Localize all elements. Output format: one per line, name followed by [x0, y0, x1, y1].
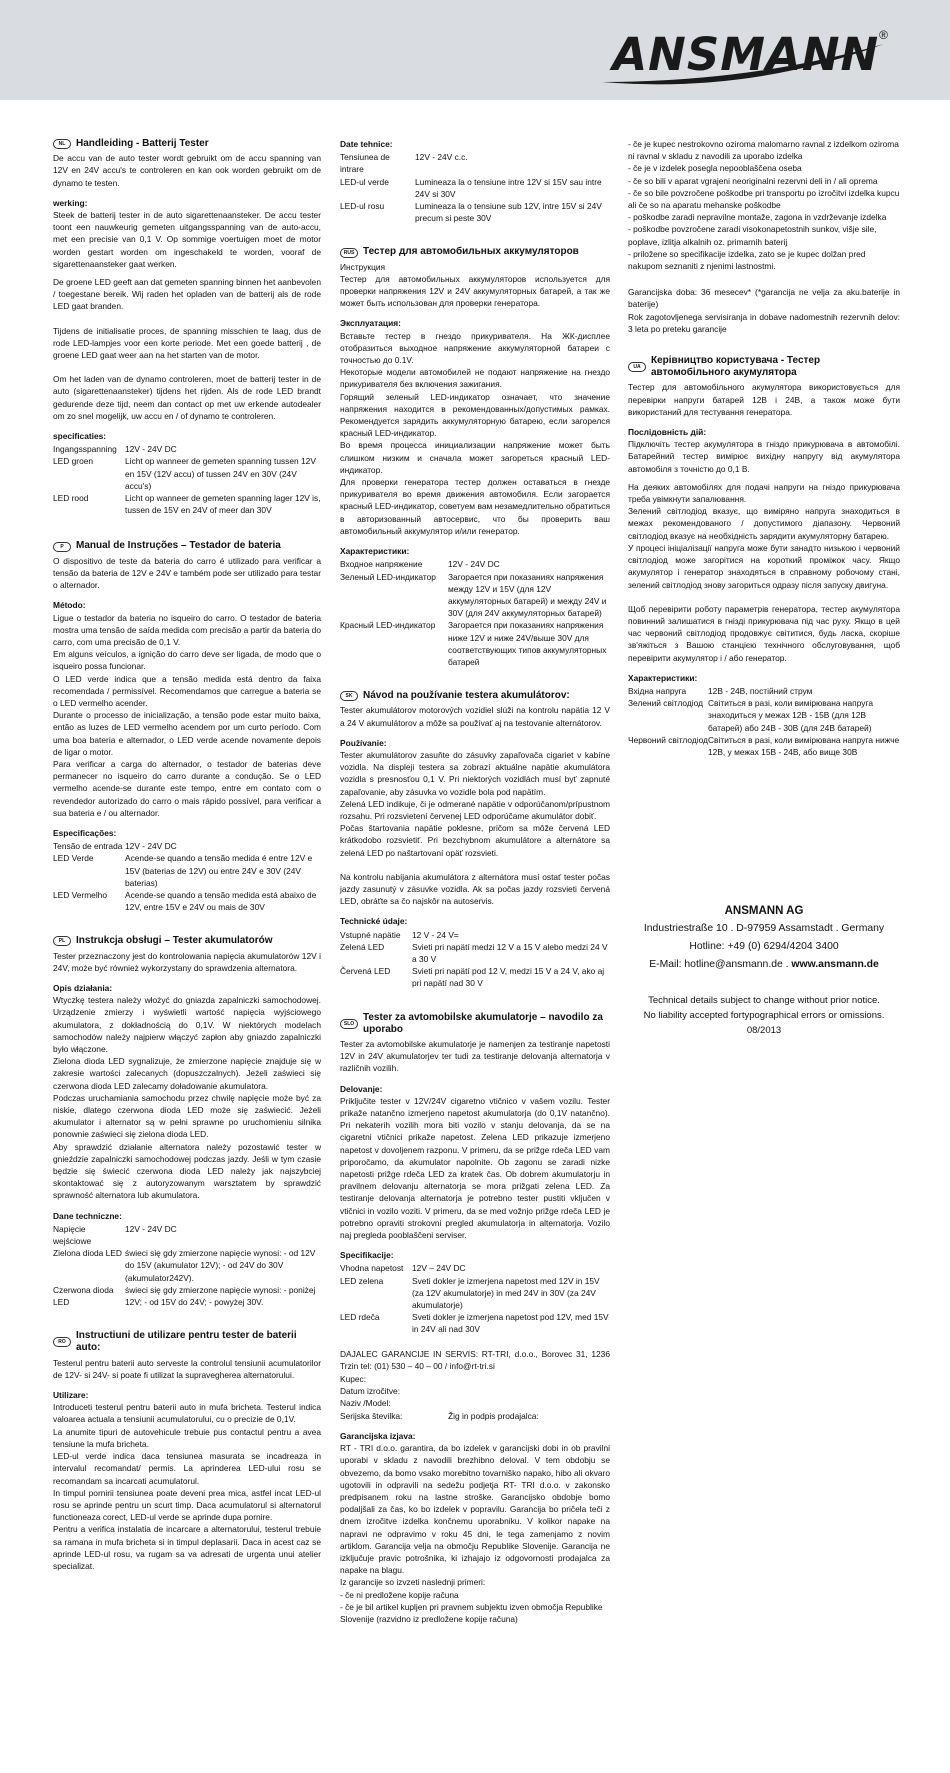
list-item: - poškodbe povzročene zaradi visokonapetostnih sunkov, višje sile, poplave, izlitja alkalnih oz. primarnih baterij: [628, 224, 877, 247]
subheading: Specifikacije:: [340, 1250, 394, 1261]
subheading: Dane techniczne:: [53, 1210, 122, 1221]
list-item: - priložene so specifikacije izdelka, zato se je kupec dolžan pred nakupom seznaniti z njenimi lastnostmi.: [628, 248, 866, 272]
email-link[interactable]: E-Mail: hotline@ansmann.de .: [649, 959, 792, 970]
subheading: Opis działania:: [53, 982, 113, 993]
paragraph: Rok zagotovljenega servisiranja in dobave nadomestnih rezervnih delov: 3 leta po preteku garancije: [628, 311, 900, 334]
spec-value: Sveti dokler je izmerjena napetost med 12V in 15V (za 12V akumulatorje) in med 24V in 30V (za 24V akumulatorje): [412, 1275, 600, 1311]
form-value: [448, 1385, 610, 1397]
exclusion-list: [628, 138, 900, 272]
spec-value: Світиться в разі, коли вимірювана напруга знаходиться у межах 12В - 15В (для 12В батарей) або 24В - 30В (для 24В батарей): [708, 698, 874, 733]
intro-text: Testerul pentru baterii auto serveste la controlul tensiunii acumulatorilor de 12V- si 24V- si poate fi utilizat la supravegherea alternatorului.: [53, 1357, 321, 1380]
flag-nl-icon: NL: [53, 139, 71, 149]
form-value: Žig in podpis prodajalca:: [448, 1410, 539, 1421]
spec-key: LED Vermelho: [53, 889, 107, 900]
spec-table: [53, 840, 321, 913]
spec-table: [340, 929, 610, 990]
section-title: Manual de Instruções – Testador de bateria: [76, 540, 281, 552]
registered-mark: ®: [879, 28, 888, 42]
spec-key: LED rood: [53, 493, 89, 504]
spec-key: Vstupné napätie: [340, 929, 401, 940]
paragraph: Priključite tester v 12V/24V cigaretno vtičnico v vašem vozilu. Tester prikaže natančno izmerjeno napetost akumulatorja (do 0,1V natančno). Pri nekaterih vozilih mora biti vozilo v stanju delovanja, da se na cigaretni vtičnici prikaže napetost. Zelena LED prikazuje izmerjeno napetost v dovoljenem razponu. V primeru, da se prižge rdeča LED vam priporočamo, da akumulator napolnite. Ob zagonu se zaradi nizke napetosti prižge rdeča LED za kratek čas. Ob dobrem akumulatorju in pravilnem delovanju alternatorja se mora prižgati zelena LED. Za testiranje delovanja alternatorja je potrebno tester pustiti vključen v vtičnici in vozilo voziti. V primeru, da se med vožnjo prižge rdeča LED je potrebno opraviti strokovni pregled akumulatorja in alternatorja. Vozilo naj pregleda pooblaščeni serviser.: [340, 1095, 610, 1241]
section-pl: [53, 935, 321, 1308]
subheading: Especificações:: [53, 827, 117, 838]
paragraph: Tester akumulátorov zasuňte do zásuvky zapaľovača cigariet v kabíne vozidla. Na displeji testera sa zobrazí aktuálne napätie akumulátora vozidla s presnosťou 0,1 V. Pri niektorých vozidlách musí byť zapnuté zapaľovanie, aby zásuvka vo vozidle bola pod napätím.: [340, 749, 610, 797]
subheading: Iz garancije so izvzeti naslednji primeri:: [340, 1577, 486, 1588]
spec-value: Licht op wanneer de gemeten spanning tussen 12V en 15V (12V accu) of tussen 24V en 30V (24V accu's): [125, 456, 316, 491]
subheading: Характеристики:: [628, 672, 698, 683]
spec-key: Vhodna napetost: [340, 1263, 404, 1274]
paragraph: Горящий зеленый LED-индикатор означает, что значение напряжения находится в рекомендованных/допустимых рамках. Рекомендуется зарядить аккумуляторную батарею, если загорелся красный LED-индикатор.: [340, 391, 610, 439]
subheading: Date tehnice:: [340, 139, 393, 149]
spec-table: [53, 443, 321, 516]
paragraph: La anumite tipuri de autovehicule trebuie pus contactul pentru a avea tensiune la mufa bricheta.: [53, 1426, 321, 1449]
section-ro-specs: [340, 138, 610, 224]
subheading: Инструкция: [340, 261, 386, 272]
paragraph: Pentru a verifica instalatia de incarcare a alternatorului, testerul trebuie sa ramana in mufa bricheta si in timpul deplasarii. Daca in acest caz se aprinde LED-ul rosu, va rugam sa va adresati de urgenta unui atelier specializat.: [53, 1524, 321, 1571]
spec-key: Зеленый LED-индикатор: [340, 571, 436, 582]
paragraph: Во время процесса инициализации напряжение может быть слишком низким и сначала может загореться красный LED-индикатор.: [340, 440, 610, 475]
form-label: Serijska številka:: [340, 1410, 403, 1421]
form-value: [448, 1373, 610, 1385]
paragraph: Garancijska doba: 36 mesecev* (*garancija ne velja za aku.baterije in baterije): [628, 287, 900, 310]
section-title: Instrukcja obsługi – Tester akumulatorów: [76, 935, 273, 947]
spec-key: Зелений світлодіод: [628, 698, 704, 709]
section-title: Handleiding - Batterij Tester: [76, 138, 209, 149]
disclaimer-line: Technical details subject to change without prior notice.: [648, 995, 880, 1006]
subheading: specificaties:: [53, 431, 107, 442]
spec-key: LED Verde: [53, 853, 94, 864]
spec-key: Червоний світлодіод: [628, 734, 708, 745]
spec-value: 12V - 24V DC: [448, 559, 500, 570]
spec-value: 12V - 24V DC: [125, 841, 177, 852]
flag-ro-icon: RO: [53, 1337, 71, 1347]
list-item: - če so bile povzročene poškodbe pri transportu po izročitvi izdelka kupcu ali če so na aparatu mehanske poškodbe: [628, 187, 900, 211]
subheading: werking:: [53, 197, 88, 208]
section-sk: [340, 690, 610, 989]
warranty-form: [340, 1373, 610, 1422]
form-value: [448, 1397, 610, 1409]
form-label: Datum izročitve:: [340, 1386, 401, 1397]
paragraph: Aby sprawdzić działanie alternatora należy pozostawić tester w gnieździe zapalniczki samochodowej podczas jazdy. Jeśli w tym czasie będzie się świecić czerwona dioda LED należy jak najszybciej skontaktować się z autoryzowanym warsztatem by sprawdzić sprawność alternatora lub akumulatora.: [53, 1141, 321, 1201]
spec-key: LED groen: [53, 456, 94, 467]
spec-key: Ingangsspanning: [53, 444, 117, 455]
spec-key: LED-ul rosu: [340, 201, 385, 212]
section-ua: [628, 355, 900, 758]
subheading: Garancijska izjava:: [340, 1430, 416, 1441]
flag-p-icon: P: [53, 542, 71, 552]
paragraph: У процесі ініціалізації напруга може бути занадто низькою і червоний світлодіод може загорітися на короткий проміжок часу. Якщо акумулятор і генератор знаходяться в справному робочому стані, зелений світлодіод знову загориться одразу після запуску двигуна.: [628, 542, 900, 590]
spec-key: Tensiunea de intrare: [340, 152, 390, 175]
spec-key: Tensão de entrada: [53, 841, 123, 852]
intro-text: O dispositivo de teste da bateria do carro é utilizado para verificar a tensão da bateria de 12V e 24V e também pode ser utilizado para testar o alternador.: [53, 555, 321, 591]
exclusion-list: [340, 1589, 610, 1626]
section-title: Тестер для автомобильных аккумуляторов: [363, 246, 579, 258]
paragraph: De groene LED geeft aan dat gemeten spanning binnen het aanbevolen / toegestane bereik. Wij raden het opladen van de batterij als de rode LED gaat branden.: [53, 277, 321, 312]
column-1: [53, 138, 321, 1586]
section-pt: [53, 540, 321, 913]
spec-value: Acende-se quando a tensão medida é entre 12V e 15V (baterias de 12V) ou entre 24V e 30V (24V baterias): [125, 853, 313, 888]
spec-value: 12V - 24V c.c.: [415, 152, 468, 163]
disclaimer: [628, 993, 900, 1038]
spec-table: [628, 685, 900, 758]
logo-swoosh-icon: [602, 24, 892, 88]
spec-value: 12V - 24V DC: [125, 1223, 177, 1234]
paragraph: In timpul pornirii tensiunea poate deveni prea mica, astfel incat LED-ul rosu se aprinde pentru un scurt timp. Daca acumulatorul si alternatorul functioneaza corect, LED-ul verde se aprinde dupa pornire.: [53, 1487, 321, 1523]
spec-value: Загорается при показаниях напряжения ниже 12V и ниже 24V/выше 30V для соответствующих типов аккумуляторных батарей: [448, 620, 607, 667]
paragraph: Для проверки генератора тестер должен оставаться в гнезде прикуривателя во время движения автомобиля. Если загорается красный LED-индикатор, советуем вам незамедлительно обратиться в авторизованный автосервис, что бы проверить ваш автомобильный аккумулятор и/или генератор.: [340, 477, 610, 536]
form-label: Kupec:: [340, 1374, 367, 1385]
column-3: [628, 138, 900, 772]
list-item: - če je v izdelek posegla nepooblaščena oseba: [628, 163, 802, 174]
paragraph: Wtyczkę testera należy włożyć do gniazda zapalniczki samochodowej. Urządzenie zmierzy i wyświetli wartość napięcia wyjściowego akumulatora, z dokładnością do 0,1V. W niektórych modelach samochodów należy najpierw włączyć zapłon aby gniazdo zapalniczki było włączone.: [53, 995, 321, 1054]
page-header: [0, 0, 950, 100]
paragraph: Zielona dioda LED sygnalizuje, że zmierzone napięcie znajduje się w zakresie wartości zalecanych (dopuszczalnych). Jeżeli zaświeci się czerwona dioda LED zalecamy doładowanie akumulatora.: [53, 1056, 321, 1091]
section-title: Tester za avtomobilske akumulatorje – navodilo za uporabo: [363, 1011, 603, 1035]
spec-key: Вхідна напруга: [628, 685, 687, 696]
section-title: Návod na používanie testera akumulátorov:: [363, 690, 570, 702]
company-address: Industriestraße 10 . D-97959 Assamstadt . Germany: [643, 923, 885, 934]
spec-value: Lumineaza la o tensiune sub 12V, intre 15V si 24V precum si peste 30V: [415, 201, 602, 224]
paragraph: Ligue o testador da bateria no isqueiro do carro. O testador de bateria mostra uma tensão de saída medida com precisão a partir da bateria do carro, com uma precisão de 0,1 V.: [53, 612, 321, 647]
spec-value: 12В - 24В, постійний струм: [708, 685, 813, 696]
paragraph: O LED verde indica que a tensão medida está dentro da faixa recomendada / permissível. Recomendamos que carregue a bateria se o LED vermelho acender.: [53, 673, 321, 708]
company-name: ANSMANN AG: [724, 905, 804, 917]
paragraph: На деяких автомобілях для подачі напруги на гніздо прикурювача треба увімкнути запалювання.: [628, 481, 900, 505]
subheading: Delovanje:: [340, 1083, 383, 1094]
paragraph: Щоб перевірити роботу параметрів генератора, тестер акумулятора повинний залишатися в гнізді прикурювача під час руху. Якщо в цей час червоний світлодіод продовжує світитися, будь ласка, скоріше зв'яжіться з Вашою станцією технічного обслуговування, щоб перевірити акумулятор і / або генератор.: [628, 603, 900, 663]
spec-table: [53, 1223, 321, 1308]
intro-text: Tester akumulátorov motorových vozidiel slúži na kontrolu napätia 12 V a 24 V akumulátorov a môže sa používať aj na testovanie alternátorov.: [340, 705, 610, 728]
flag-rus-icon: RUS: [340, 248, 358, 258]
spec-key: LED zelena: [340, 1275, 384, 1286]
spec-key: LED rdeča: [340, 1312, 380, 1323]
subheading: Používanie:: [340, 737, 387, 748]
paragraph: Steek de batterij tester in de auto sigarettenaansteker. De accu tester toont een nauwkeurig gemeten uitgangsspanning van de auto-accu, met een precisie van 0,1 V. Op sommige voertuigen moet de motor worden gestart worden om ingeschakeld te worden, vooraf de sigarettenaansteker gaat werken.: [53, 210, 321, 269]
flag-pl-icon: PL: [53, 936, 71, 946]
subheading: Послідовність дій:: [628, 427, 707, 438]
flag-ua-icon: UA: [628, 362, 646, 372]
flag-sk-icon: SK: [340, 691, 358, 701]
paragraph: Podczas uruchamiania samochodu przez chwilę napięcie może być za niskie, dlatego czerwona dioda LED może się zaświecić. Jeżeli akumulator i alternator są w pełni sprawne po uruchomieniu silnika ponownie zaświeci się zielona dioda LED.: [53, 1092, 321, 1140]
paragraph: LED-ul verde indica daca tensiunea masurata se incadreaza in intervalul recomandat/ permis. La aprinderea LED-ului rosu se recomandam sa incarcati acumulatorul.: [53, 1451, 321, 1486]
disclaimer-line: No liability accepted fortypographical errors or omissions. 08/2013: [643, 1010, 885, 1036]
spec-value: świeci się gdy zmierzone napięcie wynosi: - od 12V do 15V (akumulator 12V); - od 24V do 30V (akumulator242V).: [125, 1248, 316, 1283]
spec-value: 12 V - 24 V=: [412, 929, 459, 940]
paragraph: Introduceti testerul pentru baterii auto in mufa bricheta. Testerul indica valoarea actuala a tensiunii acumulatorului, cu o precizie de 0,1V.: [53, 1402, 321, 1425]
paragraph: Durante o processo de inicialização, a tensão pode estar muito baixa, então as luzes de LED vermelho acendem por um curto período. Com uma boa bateria e alternador, o LED verde acende novamente depois de ligar o motor.: [53, 710, 321, 757]
paragraph: Підключіть тестер акумулятора в гніздо прикурювача в автомобілі. Батарейний тестер вимірює вихідну напругу від акумулятора автомобіля з точністю до 0,1 В.: [628, 439, 900, 474]
section-nl: [53, 138, 321, 516]
intro-text: De accu van de auto tester wordt gebruikt om de accu spanning van 12V en 24V accu's te controleren en kan ook worden gebruikt om de dynamo te testen.: [53, 153, 321, 188]
list-item: - če je bil artikel kupljen pri pravnem subjektu izven območja Republike Slovenije (razvidno iz predložene kopije računa): [340, 1601, 603, 1624]
paragraph: Вставьте тестер в гнездо прикуривателя. На ЖК-дисплее отобразиться выходное напряжение аккумуляторной батареи с точностью до 0.1V.: [340, 330, 610, 366]
subheading: Technické údaje:: [340, 916, 408, 927]
spec-value: 12V - 24V DC: [125, 444, 177, 455]
intro-text: Тестер для автомобильных аккумуляторов используется для проверки напряжения 12V и 24V аккумуляторных батарей, а так же может быть использован для проверки генератора.: [340, 273, 610, 309]
paragraph: RT - TRI d.o.o. garantira, da bo izdelek v garancijski dobi in ob pravilni uporabi v skladu z navodili brezhibno deloval. V tem obdobju se obvezemo, da bomo vsako morebitno tovarniško napako, hibo ali okvaro ugotovili in odpravili na sedežu podjetja RT- TRI d.o.o. v zakonsko predpisanem roku na lastne stroške. Garancijsko obdobje bomo podaljšali za čas, ko bo izdelek v popravilu. Garancija bo pričela teči z dnem izročitve izdelka končnemu uporabniku. V kolikor napake na napravi ne odpravimo v roku 45 dni, le tega zamenjamo z novim artiklom. Garancija velja na območju Republike Slovenije. Garancija ne izključuje pravic potrošnika, ki izhajajo iz odgovornosti prodajalca za napake na blagu.: [340, 1443, 610, 1576]
subheading: Método:: [53, 600, 86, 611]
spec-key: Napięcie wejściowe: [53, 1223, 92, 1247]
paragraph: Para verificar a carga do alternador, o testador de baterias deve permanecer no isqueiro do carro durante a condução. Se o LED vermelho acende-se durante este tempo, entre em contato com o revendedor autorizado do carro o mais rápido possível, para verificar a sua bateria e / ou alternador.: [53, 758, 321, 818]
website-link[interactable]: www.ansmann.de: [791, 959, 879, 970]
logo-text: ANSMANN: [612, 28, 880, 81]
spec-key: Zielona dioda LED: [53, 1248, 122, 1259]
intro-text: Tester za avtomobilske akumulatorje je namenjen za testiranje napetosti 12V in 24V akumulatorjev ter tudi za testiranje delovanja alternatorja v različnih vozilih.: [340, 1039, 610, 1074]
section-title: Керівництво користувача - Тестер автомобільного акумулятора: [651, 355, 821, 379]
spec-key: Czerwona dioda LED: [53, 1284, 114, 1308]
spec-table: [340, 1262, 610, 1335]
service-info: DAJALEC GARANCIJE IN SERVIS: RT-TRI, d.o.o., Borovec 31, 1236 Trzin tel: (01) 530 – 40 – 00 / info@rt-tri.si: [340, 1348, 610, 1371]
subheading: Utilizare:: [53, 1390, 89, 1401]
list-item: - poškodbe zaradi nepravilne montaže, zagona in vzdrževanje izdelka: [628, 212, 887, 223]
subheading: Эксплуатация:: [340, 318, 401, 329]
spec-key: Входное напряжение: [340, 559, 423, 570]
spec-value: 12V – 24V DC: [412, 1263, 466, 1274]
paragraph: Zelená LED indikuje, či je odmerané napätie v odporúčanom/prípustnom rozsahu. Pri rozsvietení červenej LED odporúčame akumulátor dobiť.: [340, 798, 610, 821]
spec-value: Svieti pri napätí pod 12 V, medzi 15 V a 24 V, ako aj pri napätí nad 30 V: [412, 966, 605, 989]
spec-value: Licht op wanneer de gemeten spanning lager 12V is, tussen de 15V en 24V of meer dan 30V: [125, 493, 321, 516]
section-ru: [340, 246, 610, 668]
hotline: Hotline: +49 (0) 6294/4204 3400: [689, 941, 839, 952]
paragraph: Em alguns veículos, a ignição do carro deve ser ligada, de modo que o isqueiro possa funcionar.: [53, 649, 321, 672]
ansmann-logo: [612, 28, 888, 81]
section-slo-cont: [628, 138, 900, 335]
spec-value: Світиться в разі, коли вимірювана напруга нижче 12В, у межах 15В - 24В, або вище 30В: [708, 734, 900, 757]
section-slo: [340, 1012, 610, 1626]
subheading: Характеристики:: [340, 546, 410, 557]
spec-value: Lumineaza la o tensiune intre 12V si 15V sau intre 24V si 30V: [415, 176, 602, 199]
list-item: - če ni predložene kopije računa: [340, 1589, 459, 1600]
paragraph: Зелений світлодіод вказує, що виміряно напруга знаходиться в межах рекомендованого / допустимого діапазону. Червоний світлодіод вказує на необхідність зарядити акумуляторну батарею.: [628, 506, 900, 541]
spec-key: Červená LED: [340, 966, 391, 977]
contact-block: [628, 902, 900, 974]
spec-value: Acende-se quando a tensão medida está abaixo de 12V, entre 15V e 24V ou mais de 30V: [125, 889, 317, 913]
paragraph: Tijdens de initialisatie proces, de spanning misschien te laag, dus de rode LED-lampjes voor een korte periode. Met een goede batterij , de groene LED gaat weer aan na het starten van de motor.: [53, 325, 321, 361]
paragraph: Om het laden van de dynamo controleren, moet de batterij tester in de auto (sigarettenaansteker) tijdens het rijden. Als de rode LED brandt gedurende deze tijd, neem dan contact op met uw erkende autodealer om zo snel mogelijk, uw accu en / of dynamo te controleren.: [53, 374, 321, 421]
section-ro: [53, 1330, 321, 1572]
spec-key: LED-ul verde: [340, 176, 389, 187]
email-line: [628, 956, 900, 974]
section-title: Instructiuni de utilizare pentru tester de baterii auto:: [76, 1330, 297, 1354]
intro-text: Tester przeznaczony jest do kontrolowania napięcia akumulatorów 12V i 24V, może być również wykorzystany do sprawdzenia alternatora.: [53, 950, 321, 973]
flag-slo-icon: SLO: [340, 1019, 358, 1029]
spec-value: Svieti pri napätí medzi 12 V a 15 V alebo medzi 24 V a 30 V: [412, 941, 608, 964]
list-item: - če so bili v aparat vgrajeni neoriginalni rezervni deli in / ali oprema: [628, 175, 878, 186]
spec-table: [340, 151, 610, 224]
spec-key: Красный LED-индикатор: [340, 620, 436, 631]
form-label: Naziv /Model:: [340, 1398, 391, 1409]
column-2: [340, 138, 610, 1639]
paragraph: Na kontrolu nabíjania akumulátora z alternátora musí ostať tester počas jazdy zasunutý v zásuvke vozidla. Ak sa počas jazdy rozsvieti červená LED, obráťte sa čo najskôr na autoservis.: [340, 871, 610, 907]
paragraph: Некоторые модели автомобилей не подают напряжение на гнездо прикуривателя без включения зажигания.: [340, 367, 610, 390]
paragraph: Počas štartovania napätie poklesne, pričom sa môže červená LED krátkodobo rozsvietiť. Pri bezchybnom akumulátore a alternátore sa zelená LED po naštartovaní opäť rozsvieti.: [340, 823, 610, 858]
intro-text: Тестер для автомобільного акумулятора використовується для перевірки напруги батарей 12В і 24В, а також може бути використаний для тестування генератора.: [628, 382, 900, 417]
spec-key: Zelená LED: [340, 941, 385, 952]
list-item: - če je kupec nestrokovno oziroma malomarno ravnal z izdelkom oziroma ni ravnal v skladu z navodili za uporabo izdelka: [628, 139, 899, 162]
spec-value: świeci się gdy zmierzone napięcie wynosi: - poniżej 12V; - od 15V do 24V; - powyżej 30V.: [125, 1284, 316, 1308]
spec-table: [340, 558, 610, 668]
spec-value: Sveti dokler je izmerjena napetost pod 12V, med 15V in 24V ali nad 30V: [412, 1312, 609, 1335]
spec-value: Загорается при показаниях напряжения между 12V и 15V (для 12V аккумуляторных батарей) и между 24V и 30V (для 24V аккумуляторных батарей): [448, 571, 607, 619]
